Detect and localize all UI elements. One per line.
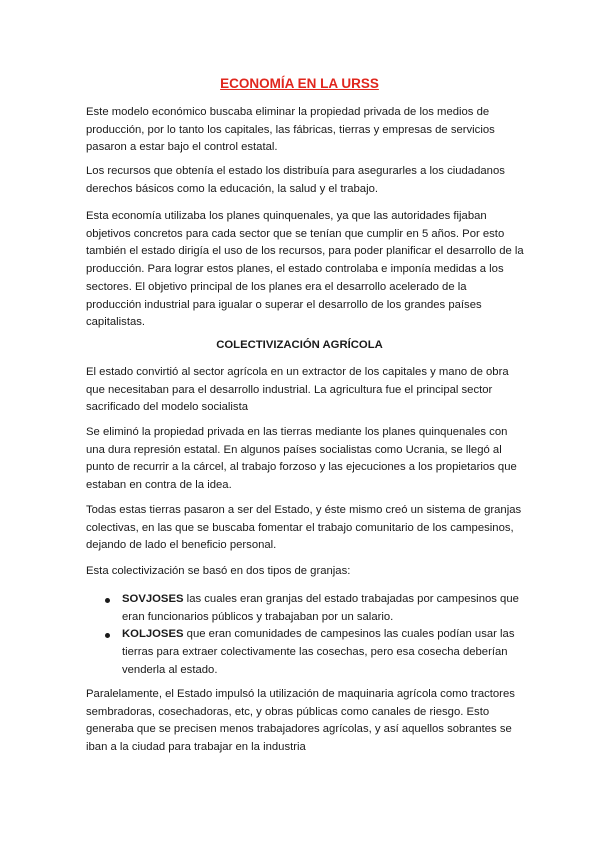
paragraph-8 xyxy=(86,686,526,757)
paragraph-2 xyxy=(86,163,526,198)
paragraph-line: objetivos concretos para cada sector que se tenían que cumplir en 5 años. Por esto xyxy=(86,227,505,240)
paragraph-line: Todas estas tierras pasaron a ser del Estado, y éste mismo creó un sistema de granjas xyxy=(86,504,522,516)
bullet-icon xyxy=(105,633,110,638)
paragraph-1 xyxy=(86,104,526,157)
paragraph-line: Se eliminó la propiedad privada en las tierras mediante los planes quinquenales con xyxy=(86,426,508,438)
section-subtitle: COLECTIVIZACIÓN AGRÍCOLA xyxy=(216,339,383,351)
paragraph-line: Este modelo económico buscaba eliminar la propiedad privada de los medios de xyxy=(86,106,490,118)
list-item-first-line xyxy=(122,626,526,644)
paragraph-line: Esta colectivización se basó en dos tipos de granjas: xyxy=(86,565,351,577)
paragraph-line: generaba que se precisen menos trabajadores agrícolas, y así aquellos sobrantes se xyxy=(86,723,512,736)
list-item-sovjoses xyxy=(86,591,526,626)
paragraph-line: dejando de lado el beneficio personal. xyxy=(86,539,277,552)
document-title: ECONOMÍA EN LA URSS xyxy=(220,76,379,91)
paragraph-line: El estado convirtió al sector agrícola en un extractor de los capitales y mano de obra xyxy=(86,366,509,378)
paragraph-7 xyxy=(86,563,526,581)
paragraph-line: colectivas, en las que se buscaba fomentar el trabajo comunitario de los campesinos, xyxy=(86,521,514,534)
paragraph-line: producción industrial para igualar o superar el desarrollo de los grandes países xyxy=(86,298,482,311)
paragraph-5 xyxy=(86,424,526,495)
paragraph-line: Esta economía utilizaba los planes quinquenales, ya que las autoridades fijaban xyxy=(86,210,487,222)
list-item-line: eran funcionarios públicos y trabajaban por un salario. xyxy=(122,610,394,623)
paragraph-line: producción. Para lograr estos planes, el estado controlaba e imponía medidas a los xyxy=(86,263,504,276)
paragraph-line: Paralelamente, el Estado impulsó la utilización de maquinaria agrícola como tractores xyxy=(86,688,515,700)
list-item-text: que eran comunidades de campesinos las cuales podían usar las xyxy=(183,628,515,641)
paragraph-line: producción, por lo tanto los capitales, las fábricas, tierras y empresas de servicios xyxy=(86,123,495,136)
bullet-icon xyxy=(105,598,110,603)
list-item-text: las cuales eran granjas del estado trabajadas por campesinos que xyxy=(183,593,519,605)
paragraph-line: estaban en contra de la idea. xyxy=(86,479,232,492)
paragraph-line: punto de recurrir a la cárcel, al trabajo forzoso y las ejecuciones a los propietarios que xyxy=(86,461,517,474)
paragraph-line: capitalistas. xyxy=(86,316,146,329)
list-item-koljoses xyxy=(86,626,526,679)
paragraph-line: Los recursos que obtenía el estado los distribuía para asegurarles a los ciudadanos xyxy=(86,165,505,177)
paragraph-line: también el estado dirigía el uso de los recursos, para poder planificar el desarrollo de la xyxy=(86,245,524,258)
list-item-line: venderla al estado. xyxy=(122,663,218,676)
paragraph-line: una dura represión estatal. En algunos países socialistas como Ucrania, se llegó al xyxy=(86,443,502,456)
list-item-line: tierras para extraer colectivamente las cosechas, pero esa cosecha deberían xyxy=(122,646,508,659)
paragraph-line: sacrificado del modelo socialista xyxy=(86,401,249,414)
list-item-term: KOLJOSES xyxy=(122,628,184,641)
paragraph-line: sembradoras, cosechadoras, etc, y obras públicas como canales de riesgo. Esto xyxy=(86,705,490,718)
paragraph-6 xyxy=(86,502,526,555)
paragraph-line: que necesitaban para el desarrollo industrial. La agricultura fue el principal sector xyxy=(86,383,493,396)
paragraph-3 xyxy=(86,208,526,332)
paragraph-line: pasaron a estar bajo el control estatal. xyxy=(86,141,278,154)
paragraph-4 xyxy=(86,364,526,417)
paragraph-line: sectores. El objetivo principal de los planes era el desarrollo acelerado de la xyxy=(86,280,467,293)
paragraph-line: derechos básicos como la educación, la salud y el trabajo. xyxy=(86,182,379,195)
paragraph-line: iban a la ciudad para trabajar en la industria xyxy=(86,741,306,754)
list-item-first-line xyxy=(122,591,526,609)
farm-types-list xyxy=(86,591,526,680)
list-item-term: SOVJOSES xyxy=(122,593,184,605)
